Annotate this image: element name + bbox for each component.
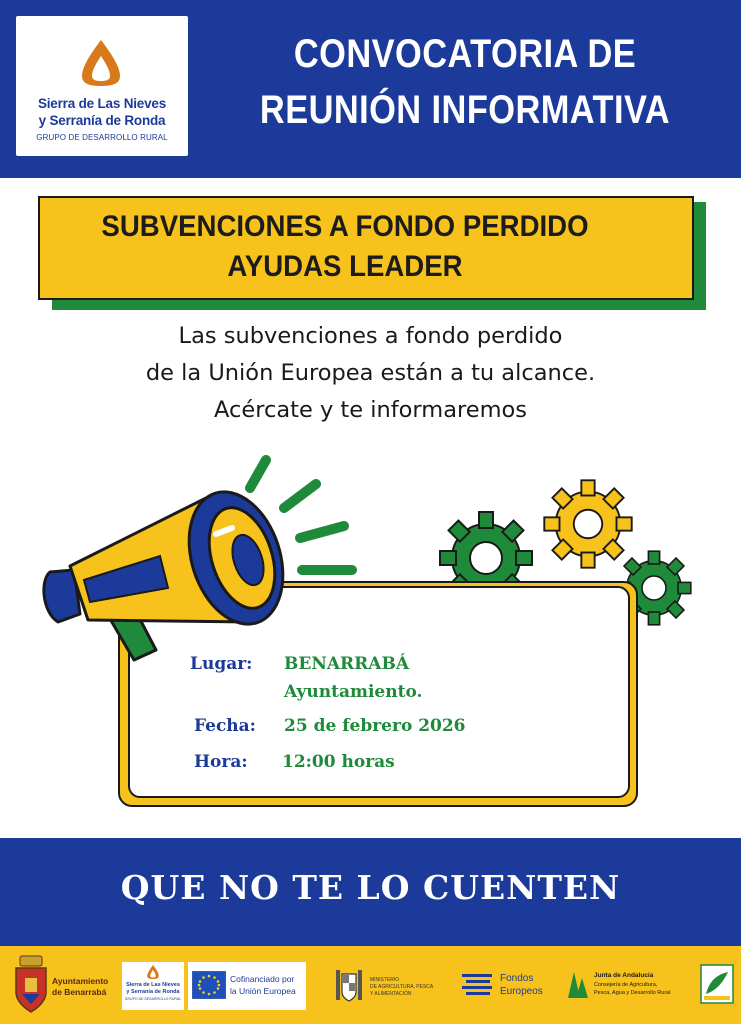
place-value-line1: BENARRABÁ	[284, 654, 410, 674]
intro-line2: de la Unión Europea están a tu alcance.	[145, 360, 596, 386]
ministry-line1: MINISTERIO	[370, 977, 400, 983]
footer-gdr-line2: y Serranía de Ronda	[126, 989, 180, 995]
ayuntamiento-line2: de Benarrabá	[52, 987, 107, 997]
intro-line3: Acércate y te informaremos	[214, 397, 527, 423]
gdr-logo-icon	[146, 964, 160, 980]
eu-line1: Cofinanciado por	[230, 974, 295, 984]
ayuntamiento-line1: Ayuntamiento	[52, 976, 109, 986]
fondos-line1: Fondos	[500, 973, 534, 984]
coat-of-arms-icon	[12, 954, 50, 1014]
junta-line1: Junta de Andalucía	[594, 972, 654, 979]
intro-text	[0, 318, 741, 429]
slogan-text: QUE NO TE LO CUENTEN	[120, 868, 621, 907]
gear-icon	[544, 480, 631, 567]
eu-flag-icon	[192, 971, 226, 999]
eu-cofinance-logo	[188, 962, 306, 1010]
junta-line3: Pesca, Agua y Desarrollo Rural	[594, 990, 671, 996]
footer-logos	[0, 946, 741, 1024]
page-title	[237, 26, 693, 138]
ministry-line3: Y ALIMENTACIÓN	[370, 991, 412, 997]
junta-andalucia-icon	[564, 968, 590, 1000]
megaphone-icon	[36, 484, 306, 684]
intro-line1: Las subvenciones a fondo perdido	[178, 323, 563, 349]
logo-name-line2: y Serranía de Ronda	[38, 113, 166, 128]
title-line2: REUNIÓN INFORMATIVA	[259, 88, 671, 132]
header-band	[0, 0, 741, 178]
place-value-line2: Ayuntamiento.	[284, 682, 423, 702]
banner-line2: AYUDAS LEADER	[227, 250, 463, 283]
footer-gdr-line3: GRUPO DE DESARROLLO RURAL	[124, 997, 182, 1001]
subsidy-banner	[38, 196, 694, 300]
eu-line2: la Unión Europea	[230, 986, 296, 996]
gdr-logo-icon	[78, 38, 124, 88]
time-value: 12:00 horas	[282, 752, 395, 772]
logo-name-line1: Sierra de Las Nieves	[37, 96, 167, 111]
footer-gdr-line1: Sierra de Las Nieves	[126, 982, 180, 988]
date-value: 25 de febrero 2026	[284, 716, 466, 736]
leader-logo-icon	[700, 964, 734, 1004]
fondos-europeos-icon	[456, 966, 496, 1000]
spain-arms-icon	[334, 968, 364, 1004]
logo-subtitle: GRUPO DE DESARROLLO RURAL	[36, 133, 168, 142]
title-line1: CONVOCATORIA DE	[293, 32, 637, 76]
slogan-band	[0, 838, 741, 946]
junta-line2: Consejería de Agricultura,	[594, 982, 658, 988]
footer-gdr-logo	[122, 962, 184, 1010]
ministry-line2: DE AGRICULTURA, PESCA	[370, 984, 434, 990]
date-label: Fecha:	[194, 716, 256, 736]
gdr-logo	[16, 16, 188, 156]
banner-line1: SUBVENCIONES A FONDO PERDIDO	[101, 210, 589, 243]
fondos-line2: Europeos	[500, 986, 543, 997]
place-label: Lugar:	[190, 654, 253, 674]
time-label: Hora:	[194, 752, 248, 772]
